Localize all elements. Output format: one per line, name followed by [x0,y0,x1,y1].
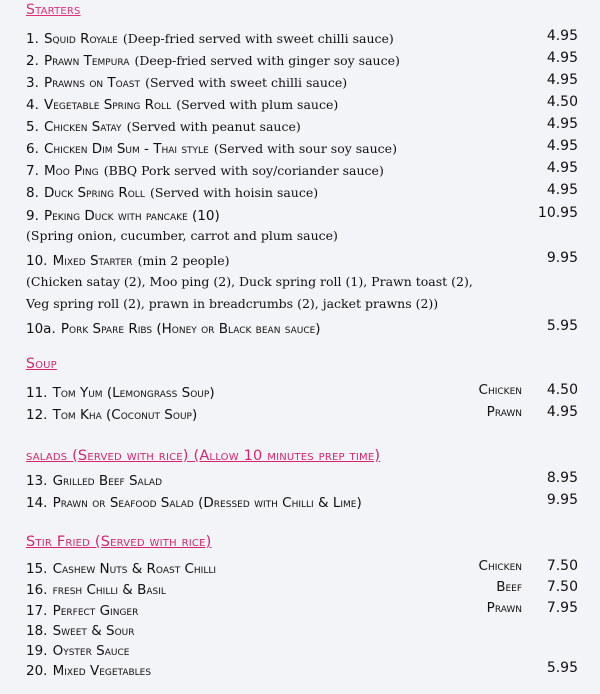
item-number: 13. [26,473,48,489]
menu-item [26,579,578,599]
menu-item [26,72,578,92]
item-note: Veg spring roll (2), prawn in breadcrumbs (2), jacket prawns (2)) [26,296,439,311]
item-price: 5.95 [546,318,578,334]
item-price: 9.95 [546,492,578,508]
item-name: Pork Spare Ribs (Honey or Black bean sauce) [60,321,321,337]
item-price: 8.95 [546,470,578,486]
item-name: Sweet & Sour [52,623,135,639]
item-name: Chicken Dim Sum - Thai style [43,141,209,157]
item-variant: Prawn [486,600,522,616]
item-description: (Deep-fried served with ginger soy sauce) [134,53,400,68]
item-name: Mixed Vegetables [52,663,152,679]
section-heading-soup: Soup [26,356,57,372]
item-number: 19. [26,643,48,659]
item-description: (Served with hoisin sauce) [149,185,319,200]
item-number: 8. [26,185,39,201]
item-description: (min 2 people) [137,253,230,268]
item-name: Peking Duck with pancake (10) [43,208,220,224]
item-name: Chicken Satay [43,119,122,135]
menu-item [26,382,578,402]
item-price: 7.50 [546,579,578,595]
item-variant: Chicken [478,382,522,398]
item-name: Duck Spring Roll [43,185,145,201]
item-variant: Prawn [486,404,522,420]
item-description: (Served with sour soy sauce) [213,141,397,156]
item-price: 9.95 [546,250,578,266]
menu-item [26,492,578,512]
item-name: Prawns on Toast [43,75,140,91]
item-number: 7. [26,163,39,179]
section-heading-stir-fried: Stir Fried (Served with rice) [26,534,212,550]
item-name: Prawn Tempura [43,53,130,69]
menu-item [26,250,578,270]
item-number: 3. [26,75,39,91]
item-number: 14. [26,495,48,511]
item-name: fresh Chilli & Basil [52,582,166,598]
item-price: 10.95 [537,205,578,221]
item-number: 10a. [26,321,56,337]
menu-item [26,116,578,136]
menu-item [26,600,578,620]
item-name: Grilled Beef Salad [52,473,163,489]
item-price: 4.95 [546,116,578,132]
item-name: Tom Yum (Lemongrass Soup) [52,385,215,401]
item-price: 4.95 [546,138,578,154]
item-name: Perfect Ginger [52,603,139,619]
item-price: 4.95 [546,28,578,44]
item-name: Cashew Nuts & Roast Chilli [52,561,217,577]
item-variant: Chicken [478,558,522,574]
item-price: 4.95 [546,182,578,198]
item-variant: Beef [496,579,522,595]
item-number: 5. [26,119,39,135]
item-description: (Served with plum sauce) [176,97,339,112]
item-price: 4.50 [546,382,578,398]
menu-item [26,28,578,48]
item-price: 4.95 [546,72,578,88]
item-number: 10. [26,253,48,269]
item-note: (Spring onion, cucumber, carrot and plum sauce) [26,228,338,243]
item-description: (Deep-fried served with sweet chilli sauce) [122,31,394,46]
menu-item [26,318,578,338]
item-number: 1. [26,31,39,47]
item-number: 6. [26,141,39,157]
item-name: Mixed Starter [52,253,133,269]
item-number: 2. [26,53,39,69]
item-price: 4.95 [546,160,578,176]
menu-item [26,50,578,70]
item-name: Moo Ping [43,163,99,179]
item-number: 16. [26,582,48,598]
item-description: (BBQ Pork served with soy/coriander sauce) [103,163,384,178]
item-name: Oyster Sauce [52,643,130,659]
item-name: Tom Kha (Coconut Soup) [52,407,198,423]
item-price: 4.95 [546,404,578,420]
item-description: (Served with peanut sauce) [126,119,301,134]
menu-item [26,470,578,490]
item-number: 15. [26,561,48,577]
section-heading-starters: Starters [26,2,81,18]
item-price: 4.95 [546,50,578,66]
item-number: 12. [26,407,48,423]
menu-item [26,620,578,640]
menu-item [26,94,578,114]
menu-item [26,182,578,202]
item-description: (Served with sweet chilli sauce) [145,75,348,90]
item-number: 9. [26,208,39,224]
item-number: 18. [26,623,48,639]
item-note: (Chicken satay (2), Moo ping (2), Duck spring roll (1), Prawn toast (2), [26,274,473,289]
menu-item [26,404,578,424]
item-name: Vegetable Spring Roll [43,97,172,113]
item-price: 7.95 [546,600,578,616]
item-price: 4.50 [546,94,578,110]
section-heading-salads: salads (Served with rice) (Allow 10 minutes prep time) [26,448,381,464]
menu-item [26,558,578,578]
item-number: 17. [26,603,48,619]
menu-item [26,138,578,158]
item-price: 7.50 [546,558,578,574]
menu-item [26,660,578,680]
item-price: 5.95 [546,660,578,676]
menu-item [26,160,578,180]
item-number: 4. [26,97,39,113]
menu-item [26,640,578,660]
item-number: 20. [26,663,48,679]
item-name: Prawn or Seafood Salad (Dressed with Chilli & Lime) [52,495,362,511]
item-name: Squid Royale [43,31,118,47]
item-number: 11. [26,385,48,401]
menu-item [26,205,578,225]
